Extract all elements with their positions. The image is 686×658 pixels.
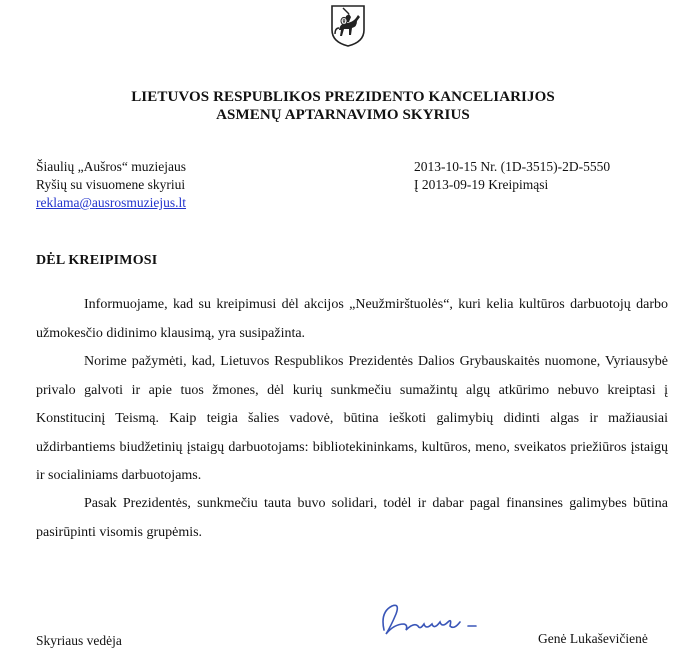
handwritten-signature-icon	[376, 600, 506, 640]
body-paragraph-2: Norime pažymėti, kad, Lietuvos Respublikos Prezidentės Dalios Grybauskaitės nuomone, Vyriausybė privalo galvoti ir apie tuos žmones, dėl kurių sunkmečiu sumažintų algų atkūrimo nebuvo kreiptasi į Konstitucinį Teismą. Kaip teigia šalies vadovė, būtina ieškoti galimybių didinti algas ir mažiausiai uždirbantiems biudžetinių įstaigų darbuotojams: bibliotekininkams, kultūros, meno, sveikatos priežiūros įstaigų ir socialiniams darbuotojams.	[36, 354, 668, 483]
recipient-line-2: Ryšių su visuomene skyriui	[36, 177, 186, 192]
body-paragraph-3: Pasak Prezidentės, sunkmečiu tauta buvo solidari, todėl ir dabar pagal finansines galimybes būtina pasirūpinti visomis grupėmis.	[36, 496, 668, 540]
body-paragraph-1: Informuojame, kad su kreipimusi dėl akcijos „Neužmirštuolės“, kuri kelia kultūros darbuotojų darbo užmokesčio didinimo klausimą, yra susipažinta.	[36, 297, 668, 341]
vytis-coat-of-arms-icon	[330, 4, 366, 47]
signer-position: Skyriaus vedėja	[36, 633, 122, 648]
organization-name: LIETUVOS RESPUBLIKOS PREZIDENTO KANCELIARIJOS	[131, 89, 555, 105]
letter-subject: DĖL KREIPIMOSI	[36, 253, 158, 268]
recipient-email-link[interactable]: reklama@ausrosmuziejus.lt	[36, 195, 187, 210]
reply-reference: Į 2013-09-19 Kreipimąsi	[414, 177, 549, 192]
department-name: ASMENŲ APTARNAVIMO SKYRIUS	[216, 107, 470, 123]
letter-date-number: 2013-10-15 Nr. (1D-3515)-2D-5550	[414, 159, 611, 174]
signer-name: Genė Lukaševičienė	[538, 631, 648, 646]
recipient-line-1: Šiaulių „Aušros“ muziejaus	[36, 159, 186, 174]
